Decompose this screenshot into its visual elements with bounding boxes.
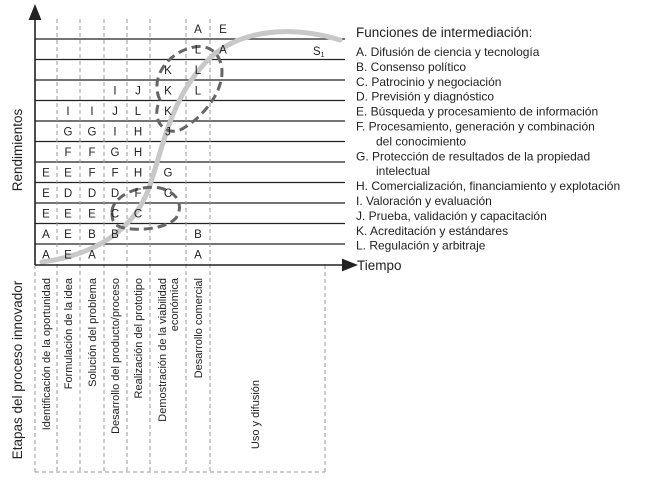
grid-cell-letter: G xyxy=(63,126,73,139)
grid-cell-letter: K xyxy=(164,85,172,98)
grid-cell-letter: D xyxy=(110,188,120,200)
grid-cell-letter: J xyxy=(165,126,171,139)
grid-rows xyxy=(35,39,345,244)
grid-cell-letter: I xyxy=(66,106,70,118)
grid-cell-letter: F xyxy=(111,167,119,180)
stage-label: Realización del prototipo xyxy=(133,278,145,399)
grid-cell-letter: A xyxy=(42,249,50,262)
legend xyxy=(356,25,620,253)
legend-item: A. Difusión de ciencia y tecnología xyxy=(356,45,540,59)
grid-cell-letter: C xyxy=(110,208,120,221)
legend-item: C. Patrocinio y negociación xyxy=(356,74,502,89)
legend-item: D. Previsión y diagnóstico xyxy=(356,89,495,104)
legend-item: G. Protección de resultados de la propiedad xyxy=(356,149,591,164)
stage-label: Solución del problema xyxy=(87,278,99,387)
grid-cell-letter: F xyxy=(64,147,72,159)
stage-label: Demostración de la viabilidadeconómica xyxy=(157,278,181,422)
grid-cell-letter: C xyxy=(133,208,143,221)
curve-label: S1 xyxy=(313,46,325,59)
legend-item: del conocimiento xyxy=(376,134,467,149)
grid-cell-letter: H xyxy=(133,126,143,139)
y-axis-label: Rendimientos xyxy=(10,108,25,192)
grid-cell-letter: C xyxy=(163,188,173,200)
grid-cell-letter: E xyxy=(64,229,72,241)
legend-item: B. Consenso político xyxy=(356,59,467,74)
grid-cell-letter: D xyxy=(63,188,73,200)
grid-cell-letter: B xyxy=(194,229,202,241)
stage-label: Desarrollo del producto/proceso xyxy=(110,278,122,434)
grid-cell-letter: G xyxy=(87,126,97,139)
grid-cell-letter: I xyxy=(90,106,94,118)
grid-cell-letter: A xyxy=(88,249,96,262)
legend-item: H. Comercialización, financiamiento y explotación xyxy=(356,179,621,194)
grid-cell-letter: A xyxy=(219,44,227,57)
grid-cell-letter: G xyxy=(110,147,120,159)
stage-label: Desarrollo comercial xyxy=(193,278,205,379)
grid-cell-letter: K xyxy=(164,65,172,77)
grid-cell-letter: F xyxy=(88,167,96,180)
legend-title: Funciones de intermediación: xyxy=(356,25,533,40)
grid-cell-letter: J xyxy=(135,85,141,98)
legend-item: K. Acreditación y estándares xyxy=(356,223,509,238)
grid-cell-letter: E xyxy=(64,249,72,262)
grid-cell-letter: F xyxy=(134,188,142,200)
legend-item: J. Prueba, validación y capacitación xyxy=(356,208,547,223)
grid-cell-letter: E xyxy=(42,188,50,200)
stage-labels xyxy=(41,277,262,449)
stage-label: Identificación de la oportunidad xyxy=(41,278,53,431)
grid-cell-letter: L xyxy=(194,44,202,57)
grid-cell-letter: L xyxy=(194,65,202,77)
stage-label: Uso y difusión xyxy=(250,380,262,450)
grid-cell-letter: E xyxy=(219,24,227,36)
grid-cell-letter: B xyxy=(111,229,119,241)
legend-item: I. Valoración y evaluación xyxy=(356,194,492,208)
grid-cell-letter: L xyxy=(134,106,142,118)
legend-item: L. Regulación y arbitraje xyxy=(356,238,486,253)
grid-cell-letter: A xyxy=(194,24,202,36)
x-axis-label: Tiempo xyxy=(357,258,402,273)
grid-cell-letter: I xyxy=(113,126,117,139)
legend-item: E. Búsqueda y procesamiento de información xyxy=(356,104,599,119)
grid-cell-letter: H xyxy=(133,147,143,159)
grid-cell-letter: G xyxy=(163,167,173,180)
grid-cell-letter: E xyxy=(64,167,72,180)
grid-cell-letter: E xyxy=(88,208,96,221)
grid-cell-letter: E xyxy=(64,208,72,221)
grid-cell-letter: I xyxy=(113,85,117,98)
grid-cell-letter: K xyxy=(164,106,172,118)
stage-label: Formulación de la idea xyxy=(63,278,75,390)
grid-cell-letter: H xyxy=(133,167,143,180)
grid-cell-letter: F xyxy=(88,147,96,159)
legend-item: F. Procesamiento, generación y combinación xyxy=(356,119,595,134)
stage-separators xyxy=(35,19,325,472)
legend-item: intelectual xyxy=(376,164,431,179)
stages-axis-label: Etapas del proceso innovador xyxy=(10,280,25,460)
grid-cell-letter: E xyxy=(42,208,50,221)
s-curve xyxy=(42,32,340,262)
grid-cell-letter: B xyxy=(88,229,96,241)
grid-cell-letter: J xyxy=(112,106,118,118)
grid-cell-letter: E xyxy=(42,167,50,180)
grid-cell-letter: A xyxy=(194,249,202,262)
grid-cell-letter: A xyxy=(42,229,50,241)
grid-cell-letter: L xyxy=(194,85,202,98)
grid-cell-letter: D xyxy=(87,188,97,200)
